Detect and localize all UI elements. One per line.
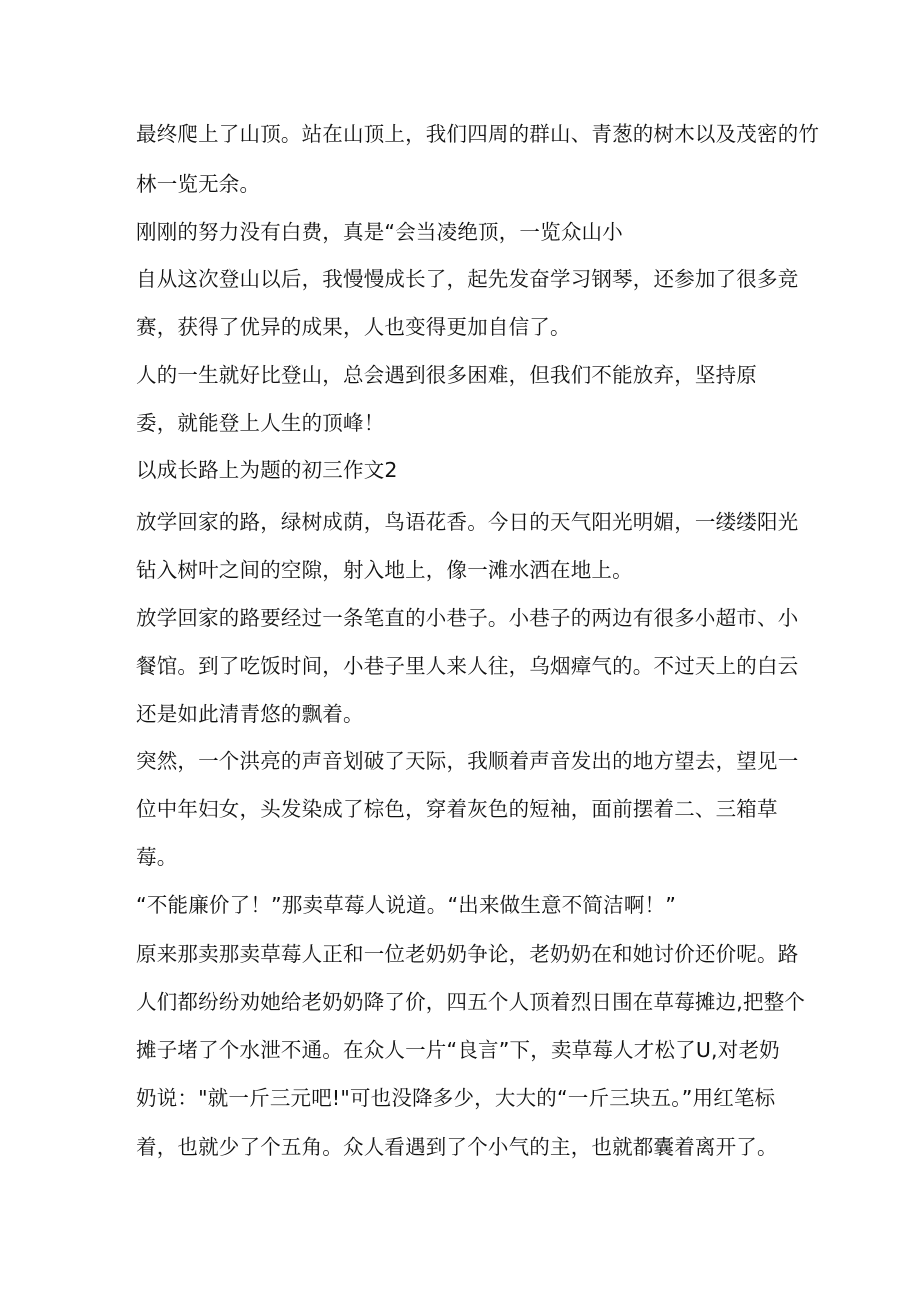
text-line: 刚刚的努力没有白费，真是“会当凌绝顶，一览众山小 (136, 220, 623, 244)
text-line: 钻入树叶之间的空隙，射入地上，像一滩水洒在地上。 (136, 558, 633, 582)
text-line: 林一览无余。 (136, 172, 261, 196)
text-line: 委，就能登上人生的顶峰！ (136, 411, 385, 435)
text-line: “不能廉价了！”那卖草莓人说道。“出来做生意不简洁啊！” (136, 893, 677, 917)
text-line: 人们都纷纷劝她给老奶奶降了价，四五个人顶着烈日围在草莓摊边,把整个 (136, 990, 806, 1014)
section-heading: 以成长路上为题的初三作文2 (136, 458, 398, 482)
text-line: 放学回家的路要经过一条笔直的小巷子。小巷子的两边有很多小超市、小 (136, 606, 799, 630)
text-line: 还是如此清青悠的飘着。 (136, 702, 364, 726)
text-line: 放学回家的路，绿树成荫，鸟语花香。今日的天气阳光明媚，一缕缕阳光 (136, 510, 799, 534)
text-line: 自从这次登山以后，我慢慢成长了，起先发奋学习钢琴，还参加了很多竞 (136, 267, 799, 291)
text-line: 最终爬上了山顶。站在山顶上，我们四周的群山、青葱的树木以及茂密的竹 (136, 122, 820, 146)
text-line: 突然，一个洪亮的声音划破了天际，我顺着声音发出的地方望去，望见一 (136, 749, 799, 773)
text-line: 赛，获得了优异的成果，人也变得更加自信了。 (136, 315, 571, 339)
text-line: 原来那卖那卖草莓人正和一位老奶奶争论，老奶奶在和她讨价还价呢。路 (136, 942, 799, 966)
text-line: 奶说："就一斤三元吧!"可也没降多少，大大的“一斤三块五。”用红笔标 (136, 1086, 776, 1110)
text-line: 着，也就少了个五角。众人看遇到了个小气的主，也就都囊着离开了。 (136, 1135, 778, 1159)
text-line: 人的一生就好比登山，总会遇到很多困难，但我们不能放弃，坚持原 (136, 363, 757, 387)
text-line: 餐馆。到了吃饭时间，小巷子里人来人往，乌烟瘴气的。不过天上的白云 (136, 654, 799, 678)
text-line: 莓。 (136, 845, 178, 869)
text-line: 位中年妇女，头发染成了棕色，穿着灰色的短袖，面前摆着二、三箱草 (136, 797, 778, 821)
text-line: 摊子堵了个水泄不通。在众人一片“良言”下，卖草莓人才松了U,对老奶 (136, 1038, 780, 1062)
